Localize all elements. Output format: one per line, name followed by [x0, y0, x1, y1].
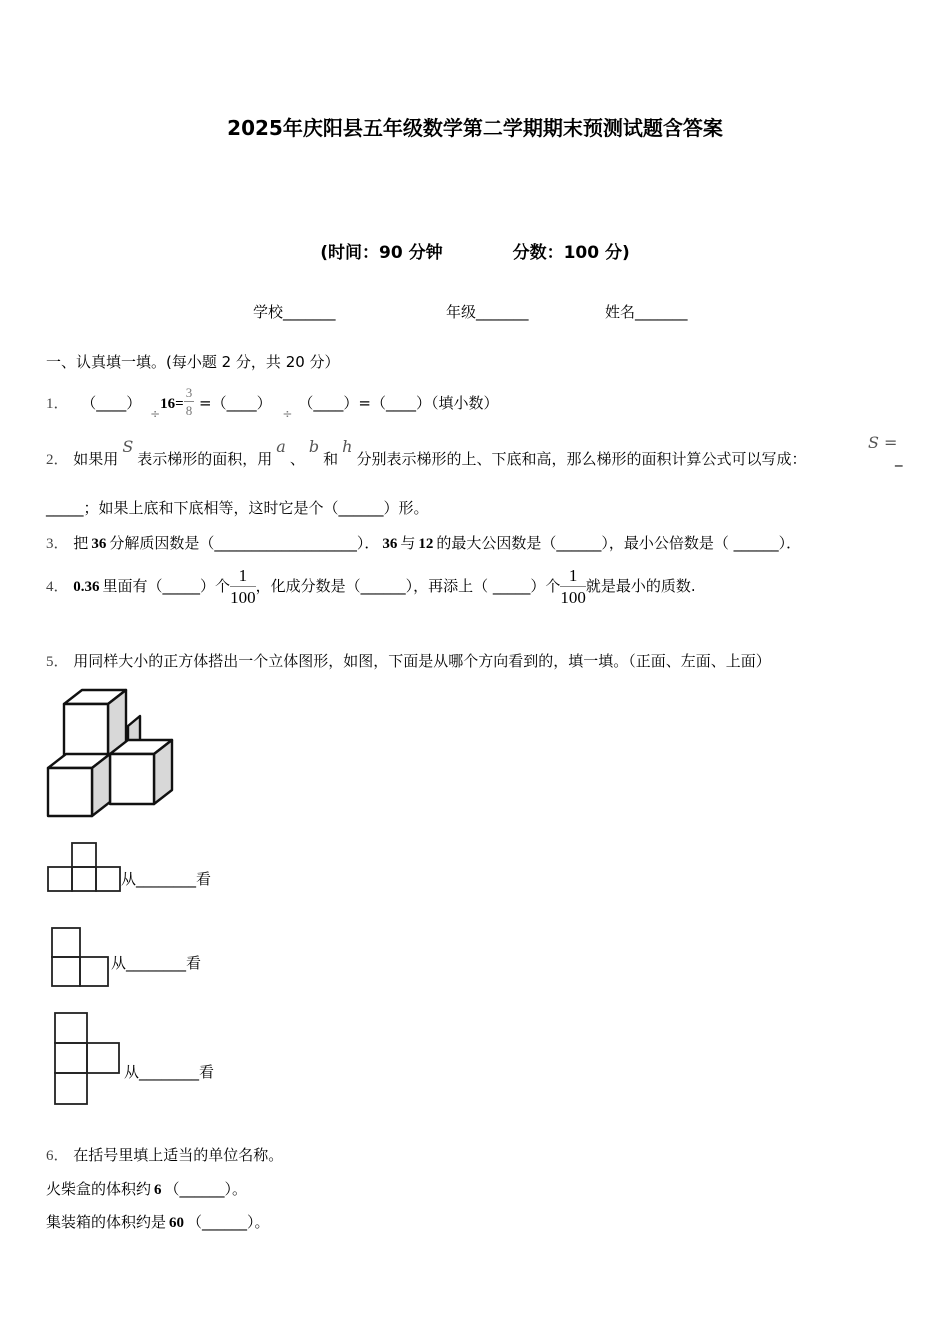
q1-text: 16= — [160, 396, 184, 412]
q2-text: 、 — [289, 450, 305, 468]
var-s: S — [122, 437, 134, 456]
q4-blank-1[interactable]: 里面有（_____）个 — [102, 577, 231, 595]
view-figure-2 — [51, 927, 111, 989]
question-6 — [46, 1144, 283, 1165]
view-answer-2[interactable] — [111, 952, 201, 973]
q1-blanks-3-4[interactable]: （____）=（____）（填小数） — [298, 394, 499, 412]
document-title: 2025年庆阳县五年级数学第二学期期末预测试题含答案 — [227, 116, 723, 140]
view-figure-1 — [47, 842, 123, 894]
question-5 — [46, 650, 771, 671]
var-h: h — [342, 437, 353, 456]
q2-formula-blank[interactable]: _ — [895, 449, 903, 467]
q3-text: 把 — [73, 534, 89, 552]
q6-blank-2[interactable]: （______）。 — [187, 1213, 270, 1231]
q6-blank-1[interactable]: （______）。 — [164, 1180, 248, 1198]
view-prefix: 从 — [121, 870, 137, 888]
q3-number-36: 36 — [91, 536, 107, 552]
q4-number: 4． — [46, 579, 69, 595]
q2-line-2[interactable]: _____；如果上底和下底相等，这时它是个（______）形。 — [46, 499, 429, 517]
fraction-3-8: $\frac{3}{8}$ — [185, 385, 193, 418]
section-heading: 一、认真填一填。(每小题 2 分，共 20 分） — [46, 353, 340, 371]
view-suffix: 看 — [199, 1063, 215, 1081]
view-figure-3 — [54, 1012, 122, 1106]
info-school-label: 学校 — [253, 303, 284, 321]
q4-number-036: 0.36 — [73, 579, 100, 595]
q1-blank-1[interactable]: （____） — [81, 394, 142, 412]
q5-text: 用同样大小的正方体搭出一个立体图形，如图，下面是从哪个方向看到的，填一填。（正面、左面、上面） — [73, 652, 771, 670]
view-prefix: 从 — [124, 1063, 140, 1081]
view-suffix: 看 — [186, 954, 202, 972]
divide-sign: ÷ — [150, 407, 161, 421]
question-3 — [46, 532, 801, 553]
view-blank[interactable]: ________ — [139, 1063, 200, 1081]
info-name[interactable] — [605, 301, 688, 322]
q2-number: 2． — [46, 452, 69, 468]
cube-stack-figure — [44, 686, 179, 818]
exam-score: 分数：100 分) — [512, 243, 630, 263]
info-grade[interactable] — [446, 301, 529, 322]
formula-s-equals: S = — [868, 433, 898, 452]
q2-text: 分别表示梯形的上、下底和高，那么梯形的面积计算公式可以写成： — [356, 450, 807, 468]
info-grade-blank[interactable]: _______ — [476, 303, 529, 321]
view-blank[interactable]: ________ — [126, 954, 187, 972]
info-grade-label: 年级 — [446, 303, 477, 321]
q6-line-2 — [46, 1211, 270, 1232]
question-4 — [46, 567, 696, 606]
q6-number-60: 60 — [169, 1215, 185, 1231]
q6-text: 在括号里填上适当的单位名称。 — [73, 1146, 284, 1164]
divide-sign: ÷ — [282, 407, 293, 421]
q5-number: 5． — [46, 654, 69, 670]
q2-text: 如果用 — [73, 450, 119, 468]
view-answer-1[interactable] — [121, 868, 211, 889]
var-b: b — [308, 437, 320, 456]
exam-time: (时间：90 分钟 — [320, 243, 443, 263]
q6-line-1 — [46, 1178, 247, 1199]
q1-blank-2[interactable]: =（____） — [199, 394, 272, 412]
fraction-1-100: $\frac{1}{100}$ — [560, 566, 586, 607]
q2-text: 表示梯形的面积，用 — [137, 450, 273, 468]
q2-text: 和 — [323, 450, 339, 468]
info-name-label: 姓名 — [605, 303, 636, 321]
q3-number-12: 12 — [418, 536, 434, 552]
q6-line-2-text: 集装箱的体积约是 — [46, 1213, 167, 1231]
q3-blanks-gcd-lcm[interactable]: 的最大公因数是（______），最小公倍数是（ ______）． — [436, 534, 802, 552]
q4-text: 就是最小的质数. — [585, 577, 696, 595]
info-school-blank[interactable]: _______ — [283, 303, 336, 321]
q3-text: 与 — [400, 534, 416, 552]
view-prefix: 从 — [111, 954, 127, 972]
exam-meta — [0, 238, 950, 263]
q6-number-6: 6 — [154, 1182, 162, 1198]
var-a: a — [276, 437, 286, 456]
q3-number: 3． — [46, 536, 69, 552]
question-1 — [46, 385, 499, 421]
q6-line-1-text: 火柴盒的体积约 — [46, 1180, 152, 1198]
q6-number: 6． — [46, 1148, 69, 1164]
q3-number-36: 36 — [382, 536, 398, 552]
fraction-1-100: $\frac{1}{100}$ — [230, 566, 256, 607]
view-answer-3[interactable] — [124, 1061, 214, 1082]
q3-blank-factor[interactable]: 分解质因数是（___________________）． — [109, 534, 380, 552]
q4-blank-2[interactable]: ，化成分数是（______），再添上（ _____）个 — [255, 577, 561, 595]
question-2 — [46, 437, 807, 469]
info-school[interactable] — [253, 301, 336, 322]
view-blank[interactable]: ________ — [136, 870, 197, 888]
info-name-blank[interactable]: _______ — [635, 303, 688, 321]
q1-number: 1． — [46, 396, 69, 412]
view-suffix: 看 — [196, 870, 212, 888]
